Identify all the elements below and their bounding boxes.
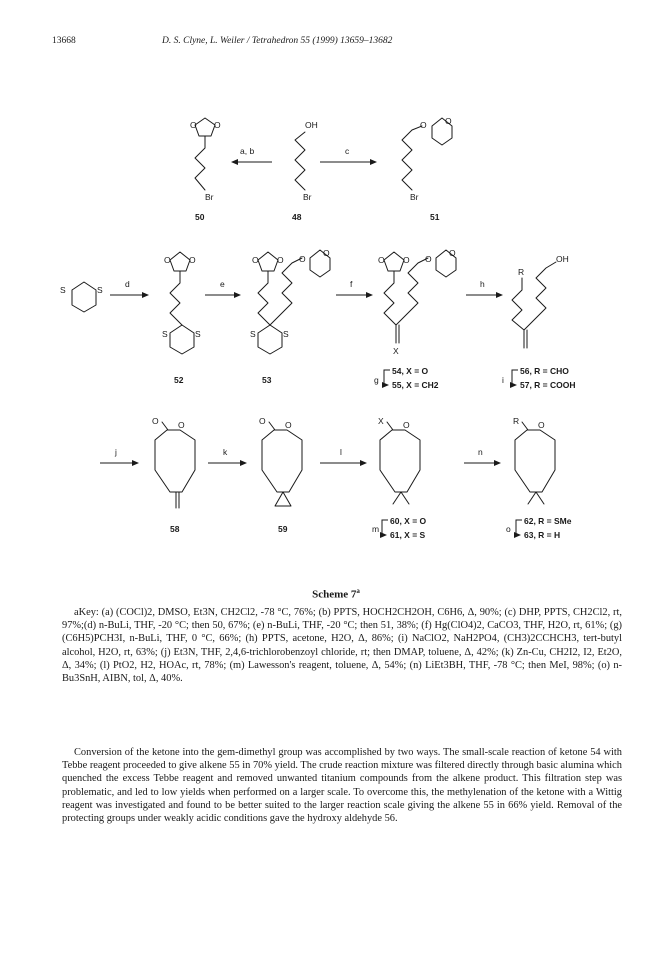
reagent-i: i bbox=[502, 375, 504, 385]
reagent-k: k bbox=[223, 447, 228, 457]
atom-br: Br bbox=[303, 192, 312, 202]
atom-o: O bbox=[445, 116, 452, 126]
scheme-title-mark: a bbox=[356, 587, 360, 595]
compound-54-structure bbox=[378, 248, 456, 356]
atom-x: X bbox=[378, 416, 384, 426]
atom-o: O bbox=[403, 255, 410, 265]
reagent-f: f bbox=[350, 279, 353, 289]
compound-label-61: 61, X = S bbox=[390, 530, 426, 540]
reagent-d: d bbox=[125, 279, 130, 289]
compound-label-54: 54, X = O bbox=[392, 366, 429, 376]
atom-s: S bbox=[283, 329, 289, 339]
atom-o: O bbox=[190, 120, 197, 130]
compound-label-53: 53 bbox=[262, 375, 272, 385]
body-paragraph: Conversion of the ketone into the gem-dimethyl group was accomplished by two ways. The small-scale reaction of ketone 54 with Tebbe reagent proceeded to give alkene 55 in 70% yield. The crude reaction mixture was filtered directly through basic alumina which quenched the excess Tebbe reagent and removed unwanted titanium compounds from the alkene product. This filtration step was problematic, and led to low yields when performed on a larger scale. To overcome this, the methylenation of the ketone with a Wittig reagent was investigated and found to be better suited to the larger reaction scale giving the alkene 55 in 66% yield. Removal of the protecting groups under weakly acidic conditions gave the hydroxy aldehyde 56. bbox=[62, 747, 622, 825]
reagent-e: e bbox=[220, 279, 225, 289]
reagent-l: l bbox=[340, 447, 342, 457]
compound-label-59: 59 bbox=[278, 524, 288, 534]
atom-o: O bbox=[378, 255, 385, 265]
compound-label-57: 57, R = COOH bbox=[520, 380, 576, 390]
atom-r: R bbox=[513, 416, 520, 426]
compound-50-structure bbox=[190, 118, 221, 202]
atom-s: S bbox=[162, 329, 168, 339]
scheme-title bbox=[0, 587, 672, 601]
compound-52-structure bbox=[162, 252, 201, 354]
compound-label-56: 56, R = CHO bbox=[520, 366, 569, 376]
scheme-key: aKey: (a) (COCl)2, DMSO, Et3N, CH2Cl2, -78 °C, 76%; (b) PPTS, HOCH2CH2OH, C6H6, Δ, 90%; (c) DHP, PPTS, CH2Cl2, rt, 97%;(d) n-BuLi, THF, -20 °C; then 50, 67%; (e) n-BuLi, THF, -20 °C; then 51, 38%; (f) Hg(ClO4)2, CaCO3, THF, H2O, rt, 61%; (g) (C6H5)PCH3I, n-BuLi, THF, 0 °C, 66%; (h) PPTS, acetone, H2O, Δ, 86%; (i) NaClO2, NaH2PO4, (CH3)2CCHCH3, tert-butyl alcohol, H2O, rt, 63%; (j) Et3N, THF, 2,4,6-trichlorobenzoyl chloride, rt; then DMAP, toluene, Δ, 42%; (k) Zn-Cu, CH2I2, I2, Et2O, Δ, 34%; (l) PtO2, H2, HOAc, rt, 78%; (m) Lawesson's reagent, toluene, Δ, 54%; (n) LiEt3BH, THF, -78 °C; then MeI, 98%; (o) n-Bu3SnH, AIBN, tol, Δ, 40%. bbox=[62, 607, 622, 685]
atom-s: S bbox=[195, 329, 201, 339]
atom-o: O bbox=[299, 254, 306, 264]
compound-label-63: 63, R = H bbox=[524, 530, 561, 540]
reagent-m: m bbox=[372, 524, 380, 534]
atom-o: O bbox=[164, 255, 171, 265]
atom-o: O bbox=[538, 420, 545, 430]
reagent-g: g bbox=[374, 375, 379, 385]
reagent-ab: a, b bbox=[240, 146, 255, 156]
bracket-arrow bbox=[516, 520, 522, 535]
atom-o: O bbox=[285, 420, 292, 430]
atom-o: O bbox=[189, 255, 196, 265]
reagent-j: j bbox=[115, 447, 117, 457]
compound-label-58: 58 bbox=[170, 524, 180, 534]
compound-label-60: 60, X = O bbox=[390, 516, 427, 526]
scheme-title-text: Scheme 7 bbox=[312, 588, 357, 601]
atom-x: X bbox=[393, 346, 399, 356]
atom-o: O bbox=[420, 120, 427, 130]
dithiane-structure bbox=[60, 282, 103, 312]
compound-56-structure bbox=[512, 254, 569, 348]
atom-o: O bbox=[214, 120, 221, 130]
atom-o: O bbox=[323, 248, 330, 258]
atom-o: O bbox=[152, 416, 159, 426]
atom-o: O bbox=[449, 248, 456, 258]
atom-s: S bbox=[60, 285, 66, 295]
compound-label-50: 50 bbox=[195, 212, 205, 222]
page-number: 13668 bbox=[52, 36, 76, 46]
atom-o: O bbox=[425, 254, 432, 264]
atom-o: O bbox=[178, 420, 185, 430]
reagent-n: n bbox=[478, 447, 483, 457]
compound-label-51: 51 bbox=[430, 212, 440, 222]
compound-53-structure bbox=[250, 248, 330, 354]
atom-br: Br bbox=[205, 192, 214, 202]
atom-s: S bbox=[97, 285, 103, 295]
compound-58-structure bbox=[152, 416, 195, 508]
atom-o: O bbox=[259, 416, 266, 426]
running-head: D. S. Clyne, L. Weiler / Tetrahedron 55 (1999) 13659–13682 bbox=[162, 36, 393, 46]
compound-label-55: 55, X = CH2 bbox=[392, 380, 439, 390]
atom-oh: OH bbox=[305, 120, 318, 130]
bracket-arrow bbox=[512, 370, 518, 385]
compound-51-structure bbox=[402, 116, 452, 202]
compound-label-48: 48 bbox=[292, 212, 302, 222]
reagent-h: h bbox=[480, 279, 485, 289]
atom-br: Br bbox=[410, 192, 419, 202]
reagent-c: c bbox=[345, 146, 350, 156]
atom-o: O bbox=[277, 255, 284, 265]
atom-oh: OH bbox=[556, 254, 569, 264]
compound-59-structure bbox=[259, 416, 302, 506]
bracket-arrow bbox=[384, 370, 390, 385]
atom-s: S bbox=[250, 329, 256, 339]
compound-48-structure bbox=[295, 120, 318, 202]
atom-r: R bbox=[518, 267, 525, 277]
compound-label-62: 62, R = SMe bbox=[524, 516, 572, 526]
compound-62-structure bbox=[513, 416, 555, 504]
compound-60-structure bbox=[378, 416, 420, 504]
compound-label-52: 52 bbox=[174, 375, 184, 385]
atom-o: O bbox=[403, 420, 410, 430]
reagent-o: o bbox=[506, 524, 511, 534]
bracket-arrow bbox=[382, 520, 388, 535]
atom-o: O bbox=[252, 255, 259, 265]
